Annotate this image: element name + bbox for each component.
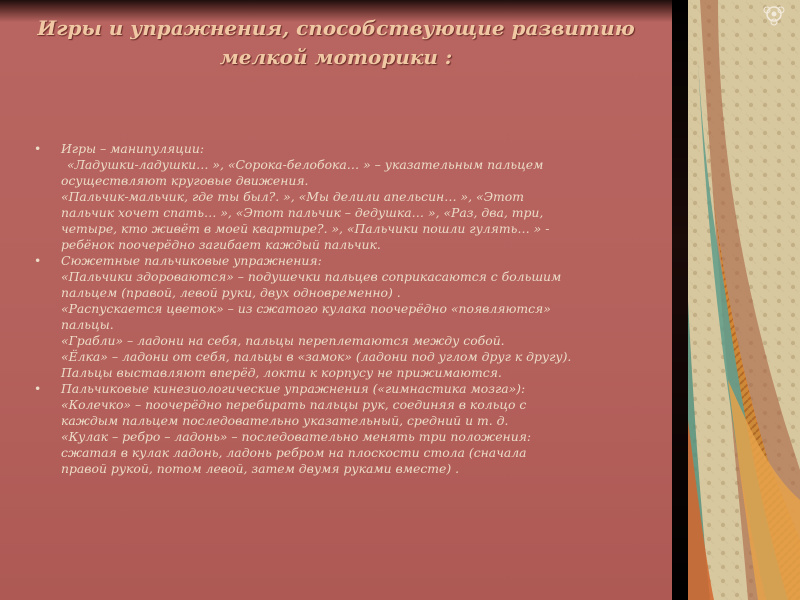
divider-strip [672, 0, 688, 600]
item-text-line: сжатая в кулак ладонь, ладонь ребром на плоскости стола (сначала [61, 445, 527, 460]
item-heading: Игры – манипуляции: [61, 141, 205, 156]
item-text-line: «Распускается цветок» – из сжатого кулака поочерёдно «появляются» [61, 301, 551, 316]
bullet-marker: • [34, 253, 42, 268]
bullet-list [34, 141, 654, 477]
decorative-side-panel [688, 0, 800, 600]
slide-title-line-1: Игры и упражнения, способствующие развитию [37, 16, 635, 40]
list-item [34, 141, 654, 253]
list-item [34, 253, 654, 381]
item-text-line: пальцем (правой, левой руки, двух одновременно) . [61, 285, 401, 300]
item-text-line: пальцы. [61, 317, 114, 332]
slide-title [20, 14, 652, 72]
slide-title-line-2: мелкой моторики : [219, 45, 453, 69]
item-text-line: правой рукой, потом левой, затем двумя руками вместе) . [61, 461, 460, 476]
item-heading: Пальчиковые кинезиологические упражнения («гимнастика мозга»): [61, 381, 526, 396]
item-heading: Сюжетные пальчиковые упражнения: [61, 253, 322, 268]
item-text-line: ребёнок поочерёдно загибает каждый пальчик. [61, 237, 381, 252]
item-text-line: «Кулак – ребро – ладонь» – последовательно менять три положения: [61, 429, 532, 444]
item-text-line: Пальцы выставляют вперёд, локти к корпусу не прижимаются. [61, 365, 502, 380]
item-text-line: «Грабли» – ладони на себя, пальцы переплетаются между собой. [61, 333, 505, 348]
item-text-line: «Пальчик-мальчик, где ты был?. », «Мы делили апельсин… », «Этот [61, 189, 525, 204]
item-text-line: «Ёлка» – ладони от себя, пальцы в «замок» (ладони под углом друг к другу). [61, 349, 572, 364]
item-text-line: «Колечко» – поочерёдно перебирать пальцы рук, соединяя в кольцо с [61, 397, 527, 412]
item-text-line: четыре, кто живёт в моей квартире?. », «Пальчики пошли гулять… » - [61, 221, 550, 236]
item-text-line: «Ладушки-ладушки… », «Сорока-белобока… » – указательным пальцем [67, 157, 544, 172]
bullet-marker: • [34, 141, 42, 156]
item-text-line: «Пальчики здороваются» – подушечки пальцев соприкасаются с большим [61, 269, 562, 284]
item-text-line: каждым пальцем последовательно указательный, средний и т. д. [61, 413, 509, 428]
item-text-line: пальчик хочет спать… », «Этот пальчик – дедушка… », «Раз, два, три, [61, 205, 544, 220]
item-text-line: осуществляют круговые движения. [61, 173, 309, 188]
list-item [34, 381, 654, 477]
bullet-marker: • [34, 381, 42, 396]
